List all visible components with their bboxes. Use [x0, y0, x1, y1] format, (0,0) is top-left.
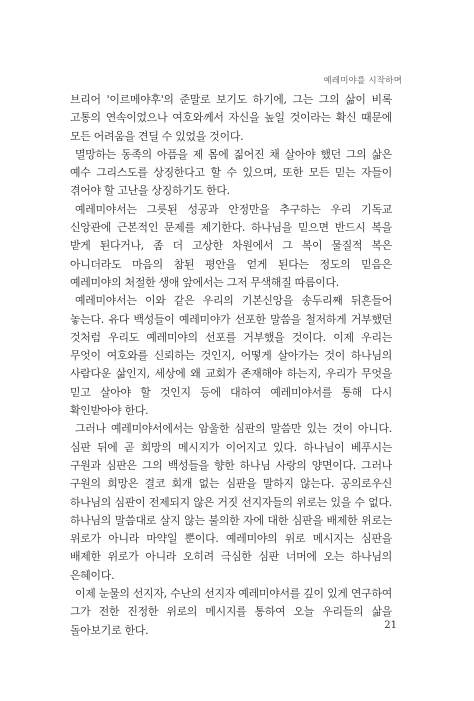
page-number: 21	[384, 620, 397, 631]
paragraph: 그러나 예레미야서에서는 암울한 심판의 말씀만 있는 것이 아니다. 심판 뒤에 곧 희망의 메시지가 이어지고 있다. 하나님이 베푸시는 구원과 심판은 그의 백성들을 향한 하나님 사랑의 양면이다. 그러나 구원의 희망은 결코 회개 없는 심판을 말하지 않는다. 공의로우신 하나님의 심판이 전제되지 않은 거짓 선지자들의 위로는 있을 수 없다. 하나님의 말씀대로 살지 않는 불의한 자에 대한 심판을 배제한 위로는 위로가 아니라 마약일 뿐이다. 예레미야의 위로 메시지는 심판을 배제한 위로가 아니라 오히려 극심한 심판 너머에 오는 하나님의 은혜이다.	[70, 422, 392, 582]
running-header: 예레미야를 시작하며	[323, 76, 402, 86]
paragraph: 이제 눈물의 선지자, 수난의 선지자 예레미야서를 깊이 있게 연구하여 그가 전한 진정한 위로의 메시지를 통하여 오늘 우리들의 삶을 돌아보기로 한다.	[70, 587, 392, 637]
paragraph: 예레미야서는 이와 같은 우리의 기본신앙을 송두리째 뒤흔들어 놓는다. 유다 백성들이 예레미야가 선포한 말씀을 철저하게 거부했던 것처럼 우리도 예레미야의 선포를 거부했을 것이다. 이제 우리는 무엇이 여호와를 신뢰하는 것인지, 어떻게 살아가는 것이 하나님의 사람다운 삶인지, 세상에 왜 교회가 존재해야 하는지, 우리가 무엇을 믿고 살아야 할 것인지 등에 대하여 예레미야서를 통해 다시 확인받아야 한다.	[70, 294, 392, 418]
body-text	[70, 91, 392, 640]
paragraph: 멸망하는 동족의 아픔을 제 몸에 짊어진 채 살아야 했던 그의 삶은 예수 그리스도를 상징한다고 할 수 있으며, 또한 모든 믿는 자들이 겪어야 할 고난을 상징하기도 한다.	[70, 147, 392, 198]
paragraph: 브리어 '이르메야후'의 준말로 보기도 하기에, 그는 그의 삶이 비록 고통의 연속이었으나 여호와께서 자신을 높일 것이라는 확신 때문에 모든 어려움을 견딜 수 있었을 것이다.	[70, 93, 392, 143]
paragraph: 예레미야서는 그릇된 성공과 안정만을 추구하는 우리 기독교 신앙관에 근본적인 문제를 제기한다. 하나님을 믿으면 반드시 복을 받게 된다거나, 좀 더 고상한 차원에서 그 복이 물질적 복은 아니더라도 마음의 참된 평안을 얻게 된다는 정도의 믿음은 예레미야의 처절한 생애 앞에서는 그저 무색해질 따름이다.	[70, 202, 392, 289]
